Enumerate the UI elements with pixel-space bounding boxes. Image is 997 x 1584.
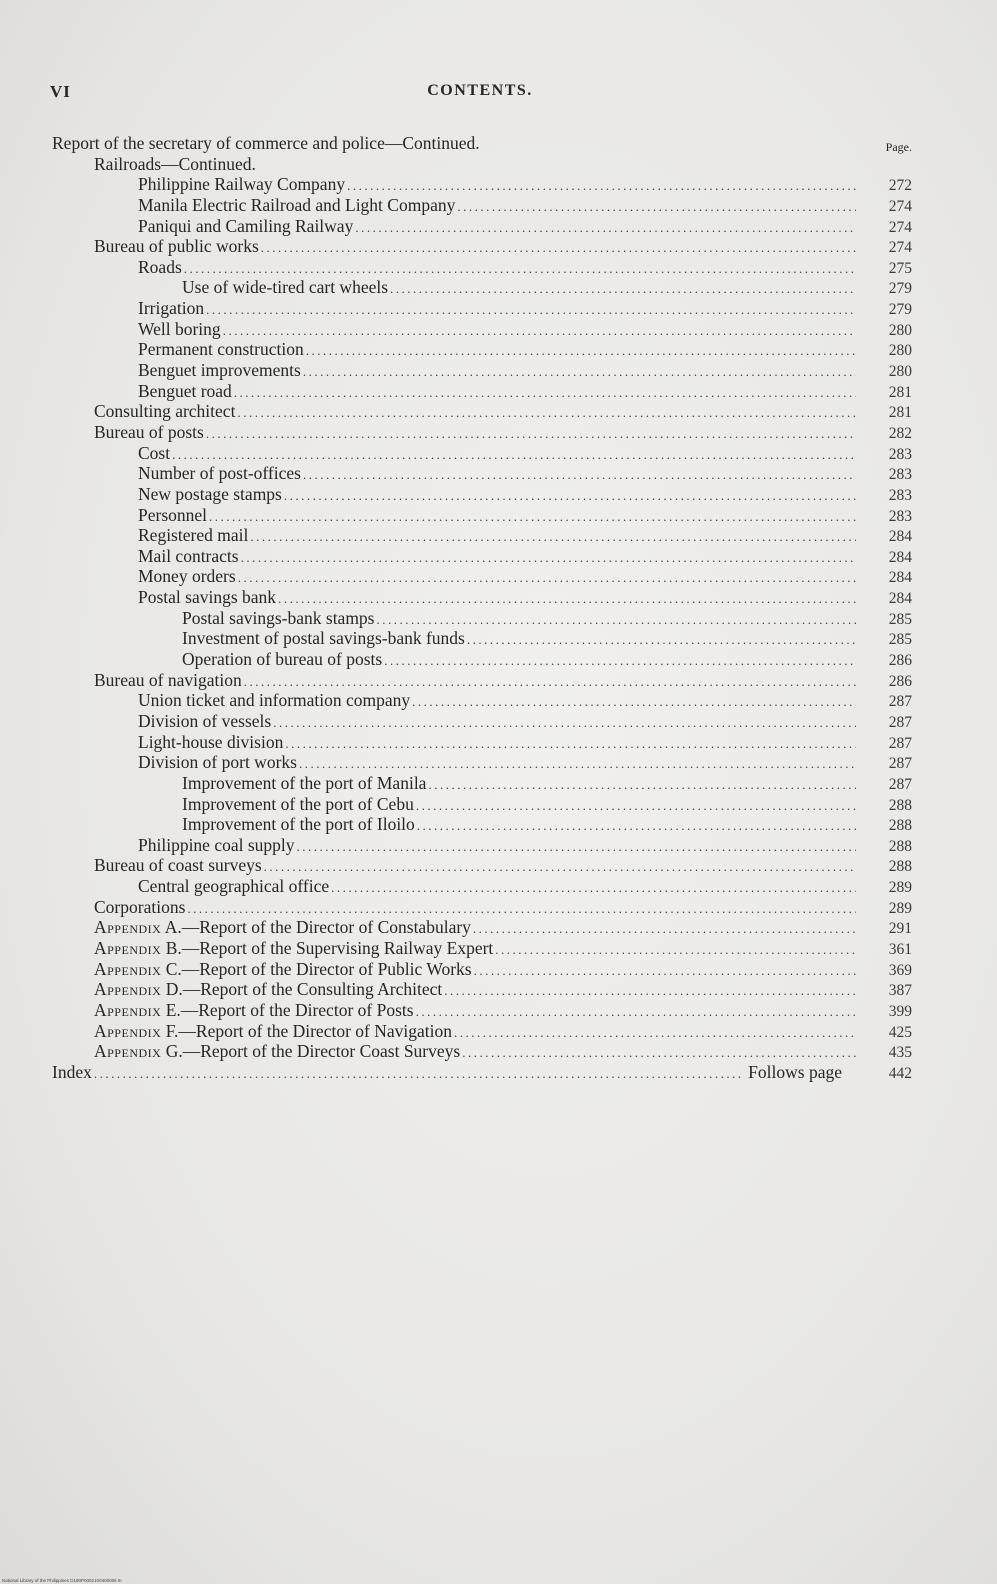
toc-entry (52, 298, 912, 319)
dot-leader (306, 341, 856, 362)
toc-page-number: 285 (888, 610, 912, 628)
toc-entry-title: Use of wide-tired cart wheels (182, 277, 389, 298)
appendix-prefix: Appendix (94, 1020, 162, 1041)
toc-entry (52, 174, 912, 195)
toc-entry (52, 1000, 912, 1021)
toc-page-number: 287 (888, 775, 912, 793)
dot-leader (473, 919, 856, 940)
toc-page-number: 274 (888, 197, 912, 215)
toc-entry (52, 546, 912, 567)
dot-leader (234, 383, 856, 404)
toc-page-number: 361 (888, 940, 912, 958)
toc-entry-title: Philippine coal supply (138, 834, 295, 855)
dot-leader (297, 837, 856, 858)
toc-entry (52, 277, 912, 298)
dot-leader (474, 961, 856, 982)
appendix-prefix: Appendix (94, 1041, 162, 1062)
toc-page-number: 283 (888, 466, 912, 484)
toc-page-number: 274 (888, 218, 912, 236)
toc-page-number: 442 (888, 1064, 912, 1082)
toc-entry-title (94, 959, 472, 980)
dot-leader (390, 279, 856, 300)
dot-leader (377, 610, 857, 631)
dot-leader (347, 176, 856, 197)
toc-page-number: 280 (888, 363, 912, 381)
toc-page-number: 274 (888, 239, 912, 257)
toc-entry (52, 154, 912, 175)
toc-entry (52, 133, 912, 154)
toc-page-number: 287 (888, 713, 912, 731)
toc-entry-title (94, 938, 493, 959)
toc-entry-title: Report of the secretary of commerce and police—Continued. (52, 133, 480, 153)
toc-entry-title: Benguet road (138, 380, 232, 401)
toc-entry-title: Benguet improvements (138, 360, 301, 381)
toc-page-number: 284 (888, 590, 912, 608)
toc-entry (52, 897, 912, 918)
dot-leader (462, 1043, 856, 1064)
toc-entry-title: Improvement of the port of Cebu (182, 793, 414, 814)
page-header (50, 82, 910, 106)
toc-entry (52, 732, 912, 753)
toc-page-number: 287 (888, 755, 912, 773)
dot-leader (206, 300, 856, 321)
toc-entry (52, 608, 912, 629)
dot-leader (416, 796, 856, 817)
toc-entry-title: Central geographical office (138, 876, 330, 897)
toc-entry-title: Mail contracts (138, 545, 239, 566)
toc-entry-title: Postal savings bank (138, 587, 277, 608)
toc-entry-title: Money orders (138, 566, 236, 587)
toc-page-number: 279 (888, 301, 912, 319)
toc-entry (52, 360, 912, 381)
toc-entry (52, 236, 912, 257)
toc-entry-title (94, 1000, 414, 1021)
dot-leader (241, 548, 856, 569)
toc-page-number: 291 (888, 920, 912, 938)
appendix-title: D.—Report of the Consulting Architect (165, 979, 443, 1000)
dot-leader (261, 238, 856, 259)
toc-entry (52, 566, 912, 587)
toc-entry (52, 855, 912, 876)
toc-page-number: 284 (888, 528, 912, 546)
toc-entry-title: Irrigation (138, 298, 205, 319)
toc-page-number: 281 (888, 404, 912, 422)
dot-leader (444, 981, 856, 1002)
toc-entry-title: Bureau of coast surveys (94, 855, 262, 876)
toc-entry-title: Manila Electric Railroad and Light Company (138, 194, 456, 215)
running-title: CONTENTS. (427, 82, 533, 99)
toc-page-number: 282 (888, 424, 912, 442)
appendix-title: G.—Report of the Director Coast Surveys (165, 1041, 461, 1062)
table-of-contents (52, 133, 912, 1082)
toc-page-number: 279 (888, 280, 912, 298)
toc-entry (52, 319, 912, 340)
toc-entry (52, 979, 912, 1000)
toc-entry-title: Bureau of navigation (94, 669, 242, 690)
toc-page-number: 369 (888, 961, 912, 979)
toc-entry (52, 525, 912, 546)
toc-page-number: 288 (888, 837, 912, 855)
toc-entry (52, 505, 912, 526)
dot-leader (417, 816, 856, 837)
toc-entry-title (94, 917, 471, 938)
toc-entry-title: New postage stamps (138, 483, 282, 504)
toc-entry-title: Philippine Railway Company (138, 174, 346, 195)
toc-entry-title: Bureau of posts (94, 421, 204, 442)
dot-leader (331, 878, 856, 899)
toc-entry (52, 339, 912, 360)
appendix-title: F.—Report of the Director of Navigation (165, 1020, 452, 1041)
toc-entry-title: Improvement of the port of Manila (182, 772, 427, 793)
toc-entry (52, 794, 912, 815)
toc-entry-title (94, 979, 442, 1000)
toc-entry (52, 876, 912, 897)
toc-entry-title: Consulting architect (94, 401, 236, 422)
toc-entry (52, 814, 912, 835)
toc-entry (52, 752, 912, 773)
dot-leader (412, 692, 856, 713)
toc-entry (52, 711, 912, 732)
dot-leader (278, 589, 856, 610)
toc-entry-title: Personnel (138, 504, 208, 525)
toc-entry (52, 690, 912, 711)
toc-entry (52, 484, 912, 505)
appendix-prefix: Appendix (94, 979, 162, 1000)
toc-page-number: 281 (888, 383, 912, 401)
toc-entry-title: Registered mail (138, 525, 249, 546)
toc-page-number: 288 (888, 796, 912, 814)
toc-page-number: 287 (888, 734, 912, 752)
dot-leader (209, 507, 856, 528)
dot-leader (187, 899, 856, 920)
toc-entry (52, 381, 912, 402)
appendix-title: B.—Report of the Supervising Railway Expert (165, 937, 494, 958)
toc-entry (52, 195, 912, 216)
appendix-title: A.—Report of the Director of Constabulary (164, 917, 471, 938)
toc-entry-title: Investment of postal savings-bank funds (182, 628, 465, 649)
toc-entry-title: Postal savings-bank stamps (182, 607, 375, 628)
toc-entry-title (94, 1041, 460, 1062)
appendix-title: C.—Report of the Director of Public Works (165, 958, 472, 979)
toc-entry (52, 938, 912, 959)
dot-leader (237, 403, 856, 424)
dot-leader (454, 1023, 856, 1044)
dot-leader (206, 424, 856, 445)
toc-entry-title: Well boring (138, 318, 221, 339)
toc-entry-title: Index (52, 1061, 92, 1082)
dot-leader (384, 651, 856, 672)
toc-entry (52, 443, 912, 464)
toc-entry-title: Roads (138, 256, 182, 277)
toc-page-number: 272 (888, 177, 912, 195)
toc-page-number: 289 (888, 899, 912, 917)
dot-leader (284, 486, 856, 507)
dot-leader (184, 259, 856, 280)
dot-leader (299, 754, 856, 775)
toc-entry-title: Bureau of public works (94, 236, 259, 257)
toc-entry (52, 917, 912, 938)
toc-entry-title: Corporations (94, 896, 186, 917)
dot-leader (94, 1064, 744, 1085)
toc-entry (52, 216, 912, 237)
toc-page-number: 285 (888, 631, 912, 649)
toc-page-number: 425 (888, 1023, 912, 1041)
toc-page-number: 289 (888, 879, 912, 897)
toc-entry-title: Paniqui and Camiling Railway (138, 215, 354, 236)
toc-page-number: 284 (888, 548, 912, 566)
dot-leader (244, 672, 856, 693)
toc-entry (52, 773, 912, 794)
toc-entry-title: Number of post-offices (138, 463, 301, 484)
toc-page-number: 283 (888, 486, 912, 504)
toc-entry (52, 628, 912, 649)
toc-entry (52, 401, 912, 422)
toc-entry-title: Division of vessels (138, 710, 272, 731)
toc-page-number: 280 (888, 342, 912, 360)
toc-entry-title (94, 1021, 452, 1042)
appendix-prefix: Appendix (94, 917, 162, 938)
scan-credit: National Library of the Philippines D180P0002100400006 III (2, 1578, 122, 1583)
toc-entry (52, 649, 912, 670)
toc-entry-title: Railroads—Continued. (94, 153, 256, 174)
dot-leader (457, 197, 856, 218)
dot-leader (355, 218, 856, 239)
toc-page-number: 283 (888, 507, 912, 525)
dot-leader (467, 630, 856, 651)
dot-leader (223, 321, 856, 342)
toc-entry-title: Permanent construction (138, 339, 304, 360)
toc-entry-title: Union ticket and information company (138, 690, 411, 711)
toc-page-number: 284 (888, 569, 912, 587)
toc-page-number: 275 (888, 259, 912, 277)
dot-leader (285, 734, 856, 755)
dot-leader (250, 527, 856, 548)
toc-entry-title: Operation of bureau of posts (182, 649, 383, 670)
toc-page-number: 435 (888, 1044, 912, 1062)
toc-entry (52, 1062, 912, 1083)
dot-leader (238, 568, 856, 589)
toc-entry (52, 670, 912, 691)
toc-page-number: 286 (888, 652, 912, 670)
dot-leader (264, 857, 856, 878)
toc-page-number: 288 (888, 858, 912, 876)
toc-page-number: 288 (888, 817, 912, 835)
dot-leader (428, 775, 856, 796)
appendix-prefix: Appendix (94, 958, 162, 979)
toc-entry-title: Cost (138, 442, 171, 463)
dot-leader (303, 362, 856, 383)
page-folio: VI (50, 82, 71, 101)
toc-entry (52, 1021, 912, 1042)
dot-leader (303, 465, 856, 486)
toc-page-number: 280 (888, 321, 912, 339)
toc-entry (52, 1041, 912, 1062)
toc-page-number: 286 (888, 672, 912, 690)
toc-entry (52, 835, 912, 856)
toc-entry-title: Improvement of the port of Iloilo (182, 814, 415, 835)
dot-leader (495, 940, 856, 961)
follows-page-label: Follows page (748, 1061, 842, 1082)
toc-entry (52, 587, 912, 608)
appendix-prefix: Appendix (94, 999, 162, 1020)
toc-entry (52, 257, 912, 278)
dot-leader (416, 1002, 856, 1023)
toc-page-number: 399 (888, 1002, 912, 1020)
toc-entry (52, 463, 912, 484)
toc-entry-title: Division of port works (138, 752, 297, 773)
dot-leader (273, 713, 856, 734)
toc-entry (52, 422, 912, 443)
appendix-title: E.—Report of the Director of Posts (165, 999, 414, 1020)
appendix-prefix: Appendix (94, 937, 162, 958)
toc-entry (52, 959, 912, 980)
toc-page-number: 387 (888, 982, 912, 1000)
dot-leader (172, 445, 856, 466)
toc-page-number: 287 (888, 693, 912, 711)
toc-entry-title: Light-house division (138, 731, 284, 752)
toc-page-number: 283 (888, 445, 912, 463)
page-column-label: Page. (885, 140, 912, 154)
